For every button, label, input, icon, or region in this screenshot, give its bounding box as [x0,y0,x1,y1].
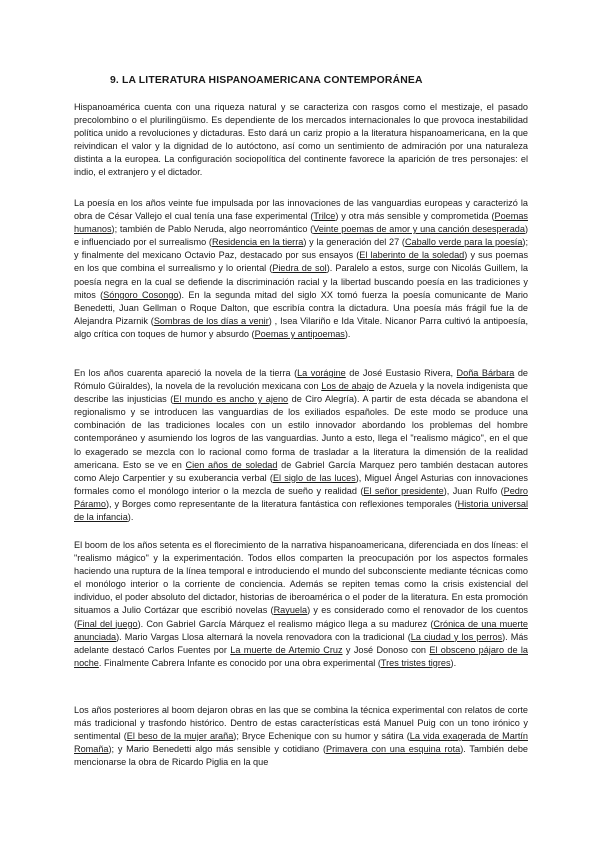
work-title: La vorágine [297,368,346,378]
text-run: ); y Mario Benedetti algo más sensible y cotidiano ( [108,744,326,755]
work-title: Piedra de sol [272,263,327,274]
work-title: La ciudad y los perros [410,631,503,642]
text-run: ). También debe mencionarse la obra de Ricardo Piglia en la que [74,744,528,768]
text-run: ); y finalmente del mexicano Octavio Paz, destacado por sus ensayos ( [74,237,528,261]
work-title: La vida exagerada de Martín Romaña [74,731,528,755]
text-run: Hispanoamérica cuenta con una riqueza natural y se caracteriza con rasgos como el mestizaje, el pasado precolombino o el plurilingüismo. Es dependiente de los mercados internacionales lo que provoca inestabilidad política unido a revoluciones y dictaduras. Esto dará un cariz propio a la literatura hispanoamericana, en la que reivindican el valor y la dignidad de lo autóctono, así como un sentimiento de admiración por una naturaleza distinta a la europea. La configuración sociopolítica del continente favorece la aparición de tres personajes: el indio, el extranjero y el dictador. [74,102,528,178]
text-run: ) y otra más sensible y comprometida ( [335,211,495,222]
work-title: Crónica de una muerte anunciada [74,618,528,642]
work-title: Veinte poemas de amor y una canción desesperada [313,224,525,235]
text-run: ). Mario Vargas Llosa alternará la novela renovadora con la tradicional ( [116,631,411,642]
work-title: Final del juego [77,618,138,629]
text-run: ). En la segunda mitad del siglo XX tomó fuerza la poesía comunicante de Mario Benedetti, Juan Gellman o Roque Dalton, que escribía contra la dictadura. Una poesía más frágil fue la de Alejandra Pizarnik ( [74,289,529,326]
text-run: de José Eustasio Rivera, [345,368,457,378]
work-title: Caballo verde para la poesía [404,237,523,248]
text-run: ). [450,657,457,668]
paragraph-boom [74,539,528,670]
text-run: El boom de los años setenta es el florecimiento de la narrativa hispanoamericana, diferenciada en dos líneas: el "realismo mágico" y la experimentación. Todos ellos comparten la preocupación por los aspectos formales haciendo una ruptura de la línea temporal e introduciendo el mundo del subconsciente mediante técnicas como el monólogo interior o la corriente de conciencia. Además se repiten temas como la crisis existencial del individuo, el poder absoluto del dictador, historias de iberoamérica o el poder de la literatura. En esta promoción situamos a Julio Cortázar que escribió novelas ( [74,540,528,616]
text-run: ) y sus poemas en los que combina el surrealismo y lo oriental ( [74,250,529,274]
work-title: El mundo es ancho y ajeno [173,394,289,405]
work-title: Pedro Páramo [74,485,528,509]
text-run: ); también de Pablo Neruda, algo neorromántico ( [111,224,314,235]
text-run: En los años cuarenta apareció la novela de la tierra ( [74,368,298,378]
work-title: Doña Bárbara [456,368,515,378]
text-run: ). Más adelante destacó Carlos Fuentes por [74,631,528,655]
text-run: Los años posteriores al boom dejaron obras en las que se combina la técnica experimental con relatos de corte más tradicional y trasfondo histórico. Dentro de estas características está Manuel Puig con un tono irónico y sentimental ( [74,705,528,742]
work-title: Trilce [313,211,336,222]
text-run: ), y Borges como representante de la literatura fantástica con reflexiones temporales ( [105,498,458,509]
text-run: de Azuela y la novela indigenista que describe las injusticias ( [74,381,528,405]
text-run: ) y es considerado como el renovador de los cuentos ( [74,605,528,629]
work-title: Residencia en la tierra [211,237,304,248]
work-title: Tres tristes tigres [380,657,451,668]
work-title: El beso de la mujer araña [126,731,234,742]
work-title: El señor presidente [363,485,444,496]
text-run: y José Donoso con [342,644,430,655]
work-title: Los de abajo [321,381,374,392]
work-title: El laberinto de la soledad [359,250,465,261]
work-title: Cien años de soledad [185,459,278,470]
page-title: 9. LA LITERATURA HISPANOAMERICANA CONTEMPORÁNEA [110,75,423,86]
text-run: de Gabriel García Marquez pero también destacan autores como Alejo Carpentier y su exuberancia verbal ( [74,459,528,483]
work-title: La muerte de Artemio Cruz [230,644,343,655]
work-title: Historia universal de la infancia [74,498,528,523]
work-title: Rayuela [273,605,308,616]
work-title: Sombras de los días a venir [153,315,269,326]
text-run: de Rómulo Güiraldes), la novela de la revolución mexicana con [74,368,528,392]
text-run: ) e influenciado por el surrealismo ( [74,224,528,248]
text-run: ). Con Gabriel García Márquez el realismo mágico llega a su madurez ( [137,618,434,629]
work-title: Poemas humanos [74,211,528,235]
work-title: El obsceno pájaro de la noche [74,644,528,668]
text-run: ). [127,512,134,523]
text-run: ). Paralelo a estos, surge con Nicolás Guillem, la poesía negra en la cual se defiende la discriminación racial y la libertad buscando poesía en las tradiciones y mitos ( [74,263,528,300]
text-run: La poesía en los años veinte fue impulsada por las innovaciones de las vanguardias europeas y caracterizó la obra de César Vallejo el cual tenía una fase experimental ( [74,198,528,222]
work-title: Poemas y antipoemas [254,328,345,339]
text-run: ), Juan Rulfo ( [443,485,504,496]
text-run: ) y la generación del 27 ( [303,237,405,248]
work-title: Primavera con una esquina rota [325,744,461,755]
text-run: de Ciro Alegría). A partir de esta década se abandona el regionalismo y se introducen las vanguardias de los exiliados españoles. De este modo se produce una combinación de las tradiciones locales con un estilo innovador abordando los problemas del hombre contemporáneo y asumiendo los logros de las vanguardias. Junto a esto, llega el "realismo mágico", en el que lo exagerado se mezcla con lo racional como forma de trasladar a la literatura la dimensión de la realidad americana. Esto se ve en [74,394,528,470]
paragraph-intro [74,101,528,180]
work-title: Sóngoro Cosongo [103,289,179,300]
text-run: ), Miguel Ángel Asturias con innovaciones formales como el monólogo interior o la mezcla de sueño y realidad ( [74,472,528,496]
text-run: ). [344,328,351,339]
paragraph-novel-forties [74,367,528,524]
paragraph-poetry [74,197,528,341]
paragraph-post-boom [74,704,528,769]
work-title: El siglo de las luces [272,472,356,483]
text-run: . Finalmente Cabrera Infante es conocido por una obra experimental ( [98,657,381,668]
text-run: ); Bryce Echenique con su humor y sátira ( [233,731,410,742]
text-run: ) , Isea Vilariño e Ida Vitale. Nicanor Parra cultivó la antipoesía, algo crítica con toques de humor y absurdo ( [74,315,528,339]
